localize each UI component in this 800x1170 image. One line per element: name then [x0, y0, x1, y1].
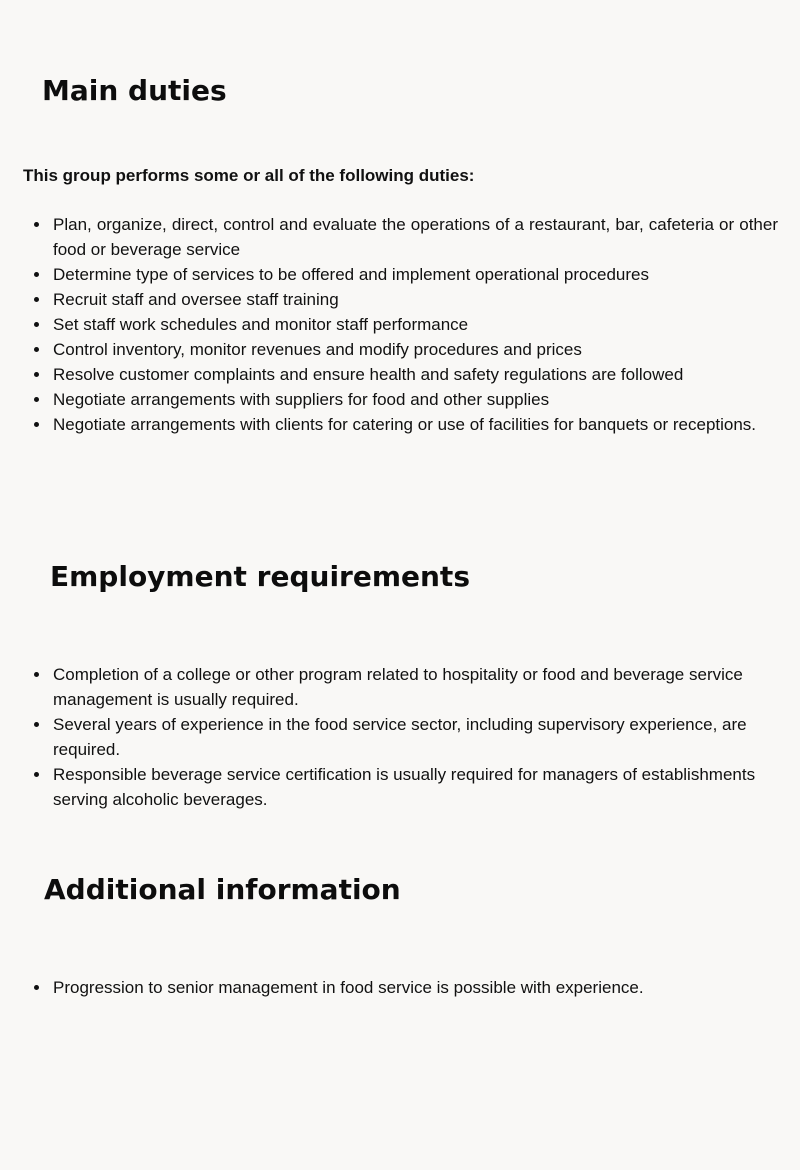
list-item: Resolve customer complaints and ensure health and safety regulations are followed — [53, 362, 778, 387]
list-item: Several years of experience in the food service sector, including supervisory experience, are required. — [53, 712, 778, 762]
additional-information-heading: Additional information — [44, 873, 401, 906]
list-item: Responsible beverage service certification is usually required for managers of establishments serving alcoholic beverages. — [53, 762, 778, 812]
list-item: Determine type of services to be offered and implement operational procedures — [53, 262, 778, 287]
list-item: Set staff work schedules and monitor staff performance — [53, 312, 778, 337]
list-item: Control inventory, monitor revenues and modify procedures and prices — [53, 337, 778, 362]
list-item: Recruit staff and oversee staff training — [53, 287, 778, 312]
additional-information-list — [53, 975, 778, 1000]
main-duties-heading: Main duties — [42, 74, 227, 107]
list-item: Progression to senior management in food service is possible with experience. — [53, 975, 778, 1000]
list-item: Negotiate arrangements with clients for catering or use of facilities for banquets or receptions. — [53, 412, 778, 437]
employment-requirements-heading: Employment requirements — [50, 560, 470, 593]
main-duties-list — [53, 212, 778, 437]
list-item: Completion of a college or other program related to hospitality or food and beverage service management is usually required. — [53, 662, 778, 712]
main-duties-intro: This group performs some or all of the following duties: — [23, 166, 475, 185]
employment-requirements-list — [53, 662, 778, 812]
list-item: Negotiate arrangements with suppliers for food and other supplies — [53, 387, 778, 412]
list-item: Plan, organize, direct, control and evaluate the operations of a restaurant, bar, cafeteria or other food or beverage service — [53, 212, 778, 262]
